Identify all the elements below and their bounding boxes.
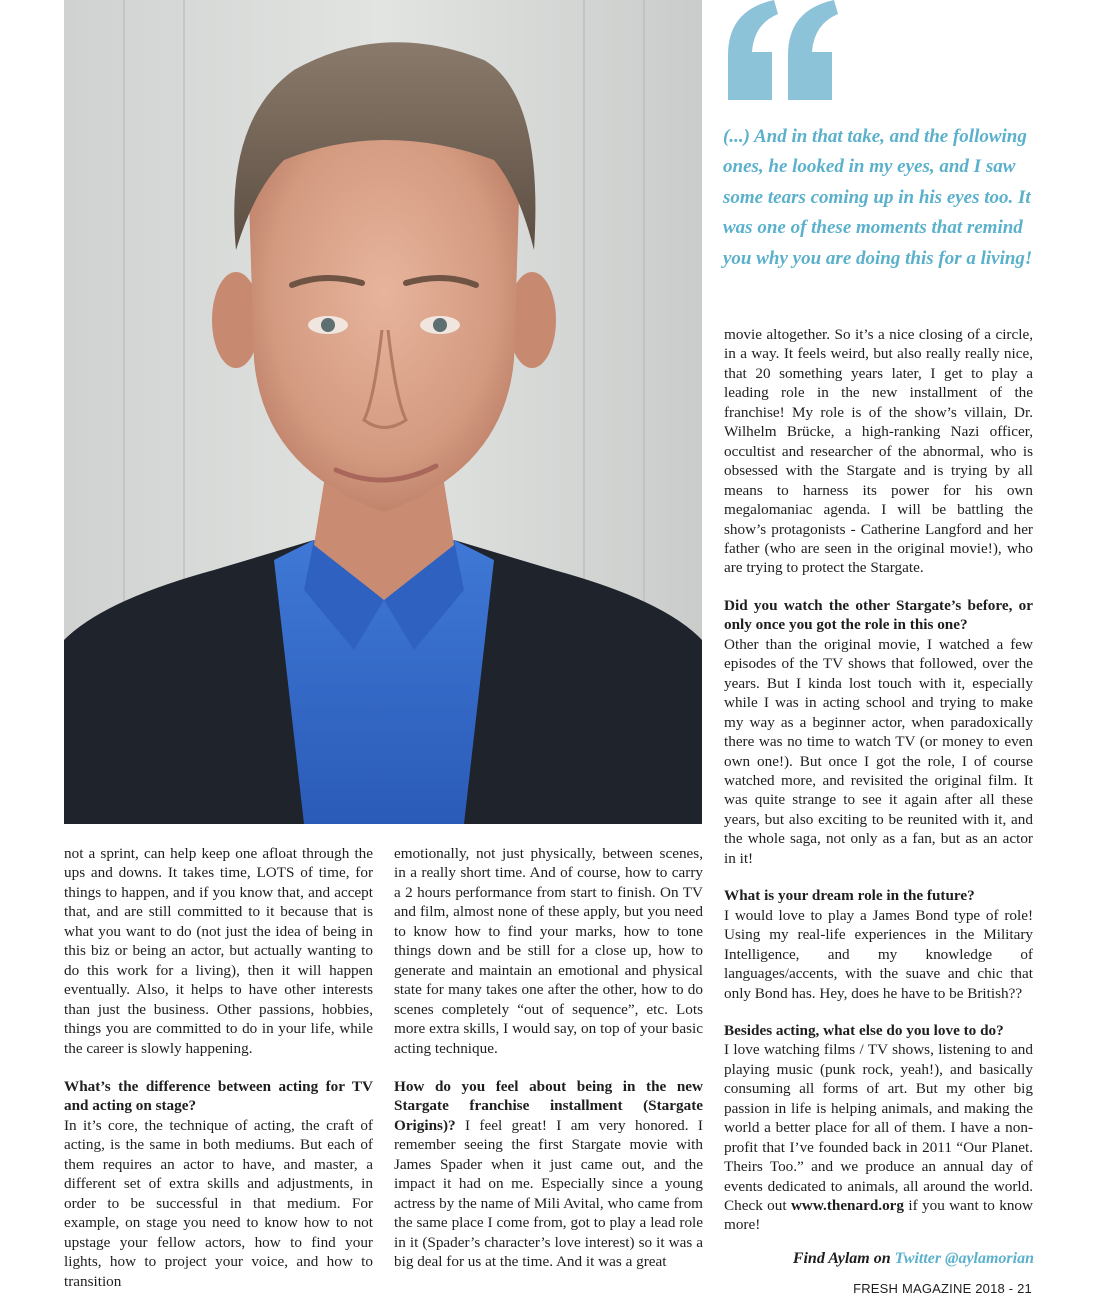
interview-answer: I would love to play a James Bond type of role! Using my real-life experiences in the Military Intelligence, and my knowledge of languages/accents, with the suave and chic that only Bond has. Hey, does he have to be British?? xyxy=(724,906,1033,1002)
credit-prefix: Find Aylam on xyxy=(792,1250,895,1267)
answer-text: if you want to know more! xyxy=(724,1197,1033,1234)
body-paragraph: movie altogether. So it’s a nice closing of a circle, in a way. It feels weird, but also really really nice, that 20 something years later, I get to play a leading role in the new installment of the franchise! My role is of the show’s villain, Dr. Wilhelm Brücke, a high-ranking Nazi officer, occultist and researcher of the abnormal, who is obsessed with the Stargate and is trying by all means to harness its power for his own megalomaniac agenda. I will be battling the show’s protagonists - Catherine Langford and her father (who are seen in the original movie!), who are trying to protect the Stargate. xyxy=(724,326,1033,577)
interview-question: What is your dream role in the future? xyxy=(724,887,975,905)
interview-question: What’s the difference between acting for TV and acting on stage? xyxy=(64,1077,373,1115)
interview-answer: In it’s core, the technique of acting, the craft of acting, is the same in both mediums. But each of them requires an actor to have, and master, a different set of extra skills and adjustments, in order to be successful in that medium. For example, on stage you need to know how to not upstage your fellow actors, how to find your lights, how to project your voice, and how to transition xyxy=(64,1116,373,1290)
twitter-link[interactable]: Twitter @aylamorian xyxy=(894,1250,1034,1267)
interview-answer: Other than the original movie, I watched a few episodes of the TV shows that followed, over the years. But I kinda lost touch with it, especially while I was in acting school and trying to make my way as a beginner actor, when paradoxically there was no time to watch TV (or money to even own one!). But once I got the role, I of course watched more, and revisited the original film. It was quite strange to see it again after all these years, but also exciting to be reunited with it, and the whole saga, not only as a fan, but as an actor in it! xyxy=(724,635,1033,867)
interview-qa xyxy=(394,1077,703,1272)
interview-question: Besides acting, what else do you love to do? xyxy=(724,1021,1004,1039)
interview-question: Did you watch the other Stargate’s before, or only once you got the role in this one? xyxy=(724,596,1033,634)
social-credit xyxy=(793,1250,1034,1268)
body-paragraph: emotionally, not just physically, between scenes, in a really short time. And of course, how to carry a 2 hours performance from start to finish. On TV and film, almost none of these apply, but you need to know how to find your marks, how to tone things down and be still for a close up, how to generate and maintain an emotional and physical state for many takes one after the other, how to do scenes completely “out of sequence”, etc. Lots more extra skills, I would say, on top of your basic acting technique. xyxy=(394,845,703,1057)
quote-mark-icon xyxy=(722,0,842,105)
portrait-photo xyxy=(64,0,702,824)
body-paragraph: not a sprint, can help keep one afloat through the ups and downs. It takes time, LOTS of time, for things to happen, and if you know that, and accept that, and are still committed to it because that is what you want to do (not just the idea of being in this biz or being an actor, but actually wanting to do this work for a living), then it will happen eventually. Also, it helps to have other interests than just the business. Other passions, hobbies, things you are committed to do in your life, while the career is slowly happening. xyxy=(64,845,373,1057)
interview-question: How do you feel about being in the new Stargate franchise installment (Stargate Origins)? xyxy=(394,1077,703,1134)
article-column-3 xyxy=(724,325,1033,1235)
page-footer: FRESH MAGAZINE 2018 - 21 xyxy=(853,1281,1032,1296)
article-column-1 xyxy=(64,844,373,1291)
article-column-2 xyxy=(394,844,703,1272)
interview-answer: I feel great! I am very honored. I remember seeing the first Stargate movie with James Spader when it just came out, and the impact it had on me. Especially since a young actress by the name of Mili Avital, who came from the same place I come from, got to play a lead role in it (Spader’s character’s love interest) so it was a big deal for us at the time. And it was a great xyxy=(394,1116,703,1271)
answer-text: I love watching films / TV shows, listening to and playing music (punk rock, yeah!), and basically consuming all forms of art. But my other big passion in life is helping animals, and making the world a better place for all of them. I have a non-profit that I’ve founded back in 2011 “Our Planet. Theirs Too.” and we produce an annual day of events dedicated to animals, all around the world. Check out xyxy=(724,1041,1033,1215)
pull-quote: (...) And in that take, and the following ones, he looked in my eyes, and I saw some tears coming up in his eyes too. It was one of these moments that remind you why you are doing this for a living! xyxy=(723,126,1033,269)
website-link[interactable]: www.thenard.org xyxy=(790,1197,905,1215)
interview-answer xyxy=(724,1040,1033,1235)
